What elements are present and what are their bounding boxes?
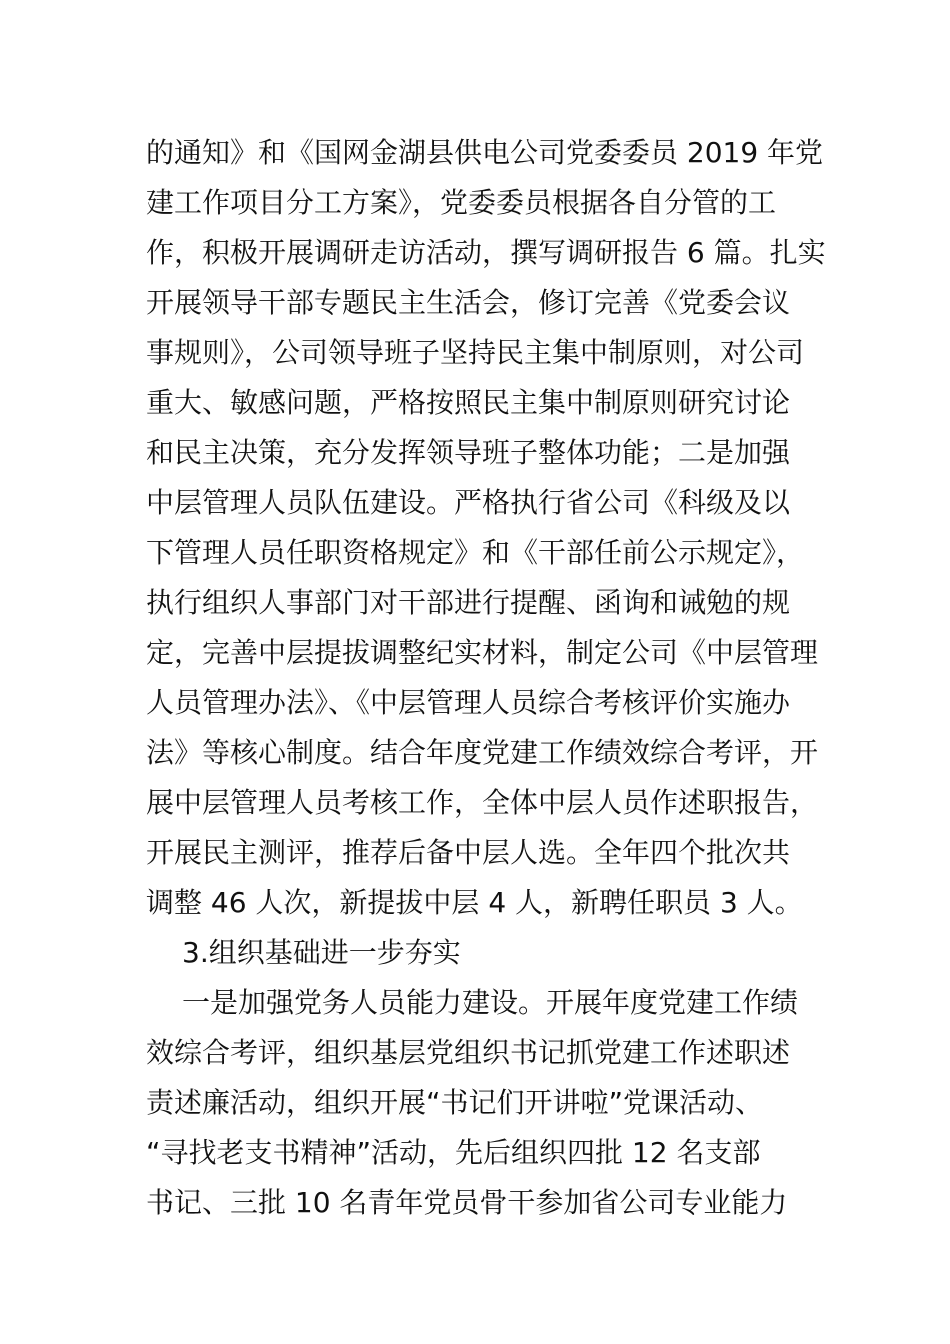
text-line: 开展民主测评，推荐后备中层人选。全年四个批次共 xyxy=(146,836,791,869)
text-line: 开展领导干部专题民主生活会，修订完善《党委会议 xyxy=(146,286,791,319)
text-line: 法》等核心制度。结合年度党建工作绩效综合考评，开 xyxy=(146,736,819,769)
text-line: 人员管理办法》、《中层管理人员综合考核评价实施办 xyxy=(146,686,791,719)
text-line: 调整 46 人次，新提拔中层 4 人，新聘任职员 3 人。 xyxy=(146,886,803,919)
text-line: 责述廉活动，组织开展“书记们开讲啦”党课活动、 xyxy=(146,1086,764,1119)
text-line: 的通知》和《国网金湖县供电公司党委委员 2019 年党 xyxy=(146,136,824,169)
text-line: 下管理人员任职资格规定》和《干部任前公示规定》， xyxy=(146,536,805,569)
document-body xyxy=(146,128,826,1228)
text-line: 展中层管理人员考核工作，全体中层人员作述职报告， xyxy=(146,786,819,819)
text-line: 作，积极开展调研走访活动，撰写调研报告 6 篇。扎实 xyxy=(146,236,826,269)
text-line: 效综合考评，组织基层党组织书记抓党建工作述职述 xyxy=(146,1036,791,1069)
text-line: 中层管理人员队伍建设。严格执行省公司《科级及以 xyxy=(146,486,791,519)
text-line: 定，完善中层提拔调整纪实材料，制定公司《中层管理 xyxy=(146,636,819,669)
text-line: 事规则》，公司领导班子坚持民主集中制原则，对公司 xyxy=(146,336,805,369)
text-line: 重大、敏感问题，严格按照民主集中制原则研究讨论 xyxy=(146,386,791,419)
section-heading: 3.组织基础进一步夯实 xyxy=(182,936,461,969)
text-line: “寻找老支书精神”活动，先后组织四批 12 名支部 xyxy=(146,1136,761,1169)
text-line: 书记、三批 10 名青年党员骨干参加省公司专业能力 xyxy=(146,1186,788,1219)
paragraph-first-line: 一是加强党务人员能力建设。开展年度党建工作绩 xyxy=(182,986,799,1019)
text-line: 执行组织人事部门对干部进行提醒、函询和诫勉的规 xyxy=(146,586,791,619)
text-line: 和民主决策，充分发挥领导班子整体功能；二是加强 xyxy=(146,436,791,469)
text-line: 建工作项目分工方案》，党委委员根据各自分管的工 xyxy=(146,186,777,219)
